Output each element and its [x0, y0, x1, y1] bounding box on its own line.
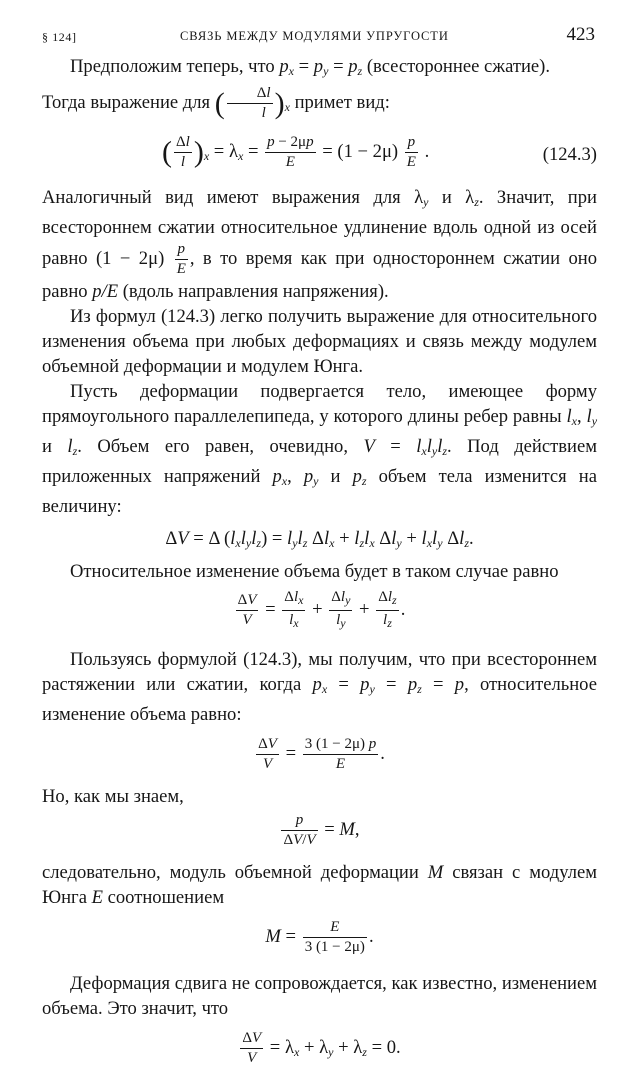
equation-volume-change: $\frac{\Delta V}{V}$ = $\frac{3 (1 - 2\mu) p}{E}$ .: [258, 736, 385, 772]
page-number: 423: [566, 24, 595, 45]
paragraph-1: Предположим теперь, что $p_x = p_y = p_z$ (всестороннее сжатие). Тогда выражение для ( $\frac{\Delta l}{l}$ )$_x$ примет вид:: [42, 56, 551, 121]
book-page: [42, 18, 597, 1068]
paragraph-2: Аналогичный вид имеют выражения для $\lambda_y$ и $\lambda_z$. Значит, при всестороннем сжатии относительное удлинение вдоль одной из осей равно (1 − 2μ) $\frac{p}{E}$ , в то время как при одностороннем сжатии оно равно p/E (вдоль направления напряжения).: [42, 187, 598, 302]
equation-124-3: ( $\frac{\Delta l}{l}$ )$_x = \lambda_x$ = $\frac{p - 2\mu p}{E}$ = (1 − 2μ) $\frac{p}{E}$ . (124.3): [162, 134, 597, 170]
paragraph-7: Но, как мы знаем,: [42, 786, 184, 807]
equation-shear-volume: $\frac{\Delta V}{V}$ = $\lambda_x + \lambda_y + \lambda_z = 0$.: [242, 1030, 401, 1066]
equation-delta-v: ΔV = Δ $(l_xl_yl_z) = l_yl_z$ $\Delta l_x + l_zl_x$ $\Delta l_y + l_xl_y$ $\Delta l_z$.: [165, 528, 474, 550]
paragraph-3: Из формул (124.3) легко получить выражение для относительного изменения объема при любых деформациях и связь между модулем объемной деформации и модулем Юнга.: [42, 306, 597, 377]
paragraph-8: следовательно, модуль объемной деформации M связан с модулем Юнга E соотношением: [42, 862, 597, 908]
equation-relative-volume: $\frac{\Delta V}{V}$ = $\frac{\Delta l_x}{l_x}$ + $\frac{\Delta l_y}{l_y}$ + $\frac{\Delta l_z}{l_z}$ .: [237, 589, 406, 630]
paragraph-9: Деформация сдвига не сопровождается, как известно, изменением объема. Это значит, что: [42, 973, 597, 1019]
equation-bulk-modulus-def: $\frac{p}{\Delta V/V}$ = M,: [283, 812, 360, 848]
paragraph-4: Пусть деформации подвергается тело, имеющее форму прямоугольного параллелепипеда, у которого длины ребер равны $l_x$, $l_y$ и $l_z$. Объем его равен, очевидно, $V = l_xl_yl_z$. Под действием приложенных напряжений $p_x$, $p_y$ и $p_z$ объем тела изменится на величину:: [42, 381, 598, 517]
running-header: [42, 18, 597, 48]
section-marker: § 124]: [42, 30, 77, 44]
equation-bulk-modulus-young: M = $\frac{E}{3 (1 - 2\mu)}$ .: [265, 919, 374, 955]
running-title: СВЯЗЬ МЕЖДУ МОДУЛЯМИ УПРУГОСТИ: [180, 29, 449, 43]
paragraph-5: Относительное изменение объема будет в таком случае равно: [70, 561, 559, 582]
paragraph-6: Пользуясь формулой (124.3), мы получим, что при всестороннем растяжении или сжатии, когда $p_x = p_y = p_z = p$, относительное изменение объема равно:: [42, 649, 597, 725]
equation-number: (124.3): [542, 144, 597, 165]
